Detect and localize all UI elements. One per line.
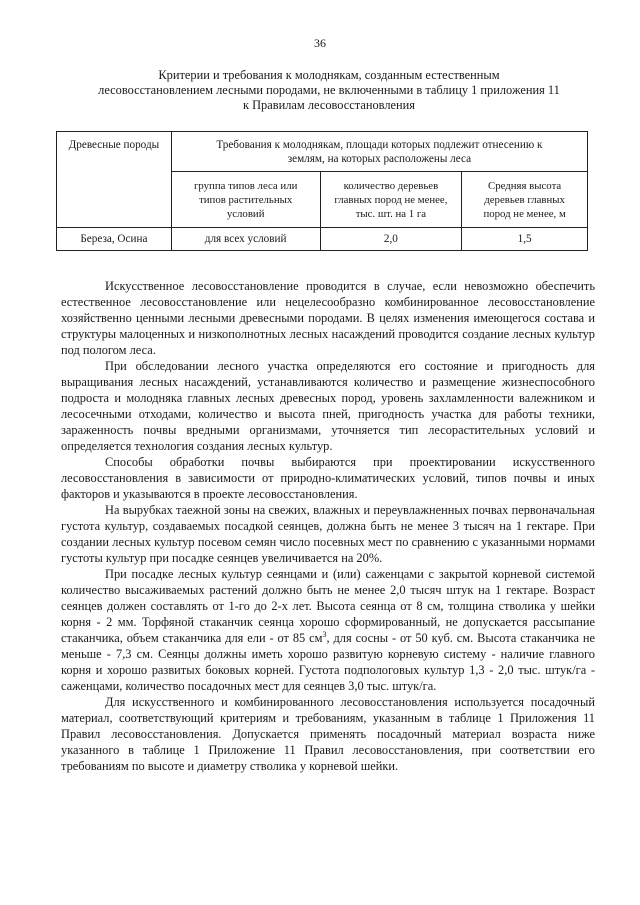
average-height-header	[462, 172, 588, 228]
document-title	[66, 68, 592, 113]
average-height-cell: 1,5	[462, 228, 588, 251]
forest-type-group-header	[171, 172, 320, 228]
paragraph: При обследовании лесного участка определяются его состояние и пригодность для выращивания лесных насаждений, устанавливаются количество и размещение жизнеспособного подроста и молодняка главных лесных древесных пород, уровень захламленности валежником и лесосечными отходами, количество и высота пней, пригодность участка для работы техники, зараженность почвы вредными организмами, уточняется тип лесорастительных условий и определяется технология создания лесных культур.	[61, 359, 595, 453]
forest-type-group-cell: для всех условий	[171, 228, 320, 251]
tree-count-header	[320, 172, 462, 228]
paragraph	[61, 566, 595, 694]
subheader-line: деревьев главных	[484, 193, 565, 206]
table-header-row	[57, 132, 588, 172]
page-number: 36	[314, 36, 326, 50]
subheader-line: количество деревьев	[343, 179, 439, 192]
subheader-line: типов растительных	[199, 193, 293, 206]
subheader-line: группа типов леса или	[193, 179, 298, 192]
subheader-line: условий	[226, 207, 265, 220]
paragraph: На вырубках таежной зоны на свежих, влажных и переувлажненных почвах первоначальная густота культур, создаваемых посадкой сеянцев, должна быть не менее 3 тысяч на 1 гектаре. При создании лесных культур посевом семян число посевных мест по сравнению с указанными нормами густоты культур при посадке сеянцев увеличивается на 20%.	[61, 503, 595, 565]
title-line: к Правилам лесовосстановления	[242, 98, 416, 112]
paragraph: Искусственное лесовосстановление проводится в случае, если невозможно обеспечить естественное лесовосстановление или нецелесообразно комбинированное лесовосстановление хозяйственно ценными лесными древесными породами. В целях изменения имеющегося состава и структуры малоценных и низкополнотных лесных насаждений проводится создание лесных культур под пологом леса.	[61, 279, 595, 357]
title-line: лесовосстановлением лесными породами, не включенными в таблицу 1 приложения 11	[98, 83, 560, 97]
species-column-header: Древесные породы	[57, 132, 172, 228]
paragraph-text: При посадке лесных культур сеянцами и (или) саженцами с закрытой корневой системой количество высаживаемых растений должно быть не менее 2,0 тысяч штук на 1 гектаре. Возраст сеянцев должен составлять от 1-го до 2-х лет. Высота сеянца от 8 см, толщина стволика у шейки корня - 2 мм. Торфяной стаканчик сеянца хорошо сформированный, не допускается рассыпание стаканчика, объем стаканчика для ели - от 85 см	[61, 567, 595, 645]
paragraph: Для искусственного и комбинированного лесовосстановления используется посадочный материал, соответствующий критериям и требованиям, указанным в таблице 1 Приложения 11 Правил лесовосстановления. Допускается применять посадочный материал возраста ниже указанного в таблице 1 Приложение 11 Правил лесовосстановления, при соответствии его требованиям по высоте и диаметру стволика у корневой шейки.	[61, 695, 595, 773]
header-line: землям, на которых расположены леса	[287, 152, 472, 165]
paragraph: Способы обработки почвы выбираются при проектировании искусственного лесовосстановления в зависимости от природно-климатических условий, типов почвы и иных факторов и указываются в проекте лесовосстановления.	[61, 455, 595, 501]
header-line: Требования к молоднякам, площади которых подлежит отнесению к	[216, 138, 543, 151]
title-line: Критерии и требования к молоднякам, созданным естественным	[158, 68, 500, 82]
table-row	[57, 228, 588, 251]
paragraph-text: , для сосны - от 50 куб. см. Высота стаканчика не меньше - 7,3 см. Сеянцы должны иметь хорошо развитую корневую систему - наличие главного корня и хорошо развитых боковых корней. Густота подпологовых культур 1,3 - 2,0 тыс. штук/га - саженцами, количество посадочных мест для сеянцев 3,0 тыс. штук/га.	[61, 631, 595, 693]
superscript: 3	[322, 629, 327, 639]
subheader-line: тыс. шт. на 1 га	[355, 207, 427, 220]
tree-count-cell: 2,0	[320, 228, 462, 251]
requirements-table	[56, 131, 588, 251]
subheader-line: Средняя высота	[488, 179, 562, 192]
species-cell: Береза, Осина	[57, 228, 172, 251]
subheader-line: главных пород не менее,	[334, 193, 448, 206]
body-text	[61, 278, 595, 774]
subheader-line: пород не менее, м	[483, 207, 566, 220]
requirements-column-header	[171, 132, 587, 172]
